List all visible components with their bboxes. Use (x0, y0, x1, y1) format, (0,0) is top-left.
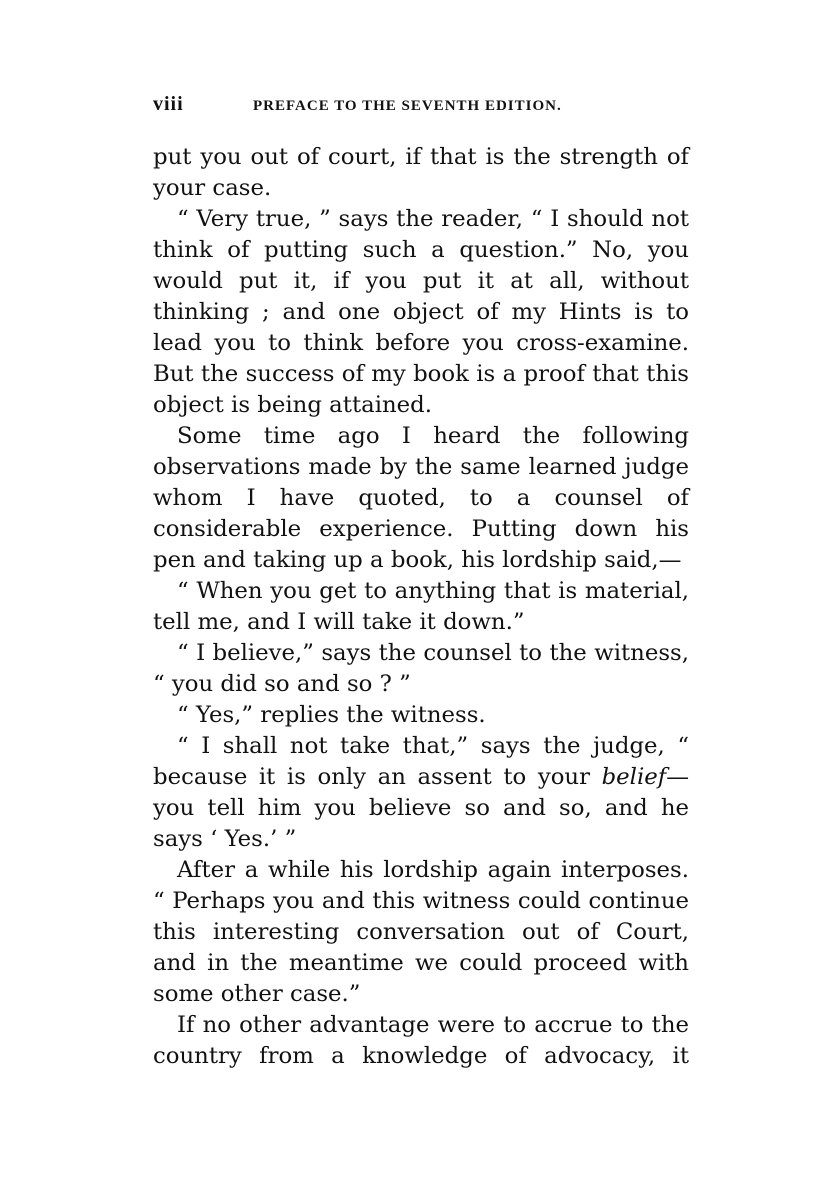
body-text (153, 142, 689, 1072)
paragraph-3: Some time ago I heard the following observations made by the same learned judge whom I have quoted, to a counsel of considerable experience. Putting down his pen and taking up a book, his lordship said,— (153, 423, 689, 573)
page-number: viii (153, 93, 184, 115)
paragraph-8: After a while his lordship again interposes. “ Perhaps you and this witness could continue this interesting conversation out of Court, and in the meantime we could proceed with some other case.” (153, 857, 689, 1007)
paragraph-2: “ Very true, ” says the reader, “ I should not think of putting such a question.” No, you would put it, if you put it at all, without thinking ; and one object of my Hints is to lead you to think before you cross-examine. But the success of my book is a proof that this object is being attained. (153, 206, 689, 418)
running-title: PREFACE TO THE SEVENTH EDITION. (253, 98, 562, 114)
paragraph-1: put you out of court, if that is the strength of your case. (153, 144, 689, 201)
running-head (153, 93, 689, 116)
paragraph-5: “ I believe,” says the counsel to the witness, “ you did so and so ? ” (153, 640, 689, 697)
book-page (153, 93, 689, 1072)
paragraph-9: If no other advantage were to accrue to the country from a knowledge of advocacy, it (153, 1012, 689, 1069)
paragraph-4: “ When you get to anything that is material, tell me, and I will take it down.” (153, 578, 689, 635)
paragraph-7-emphasis: belief (601, 764, 667, 790)
paragraph-7-end: — you tell him you believe so and so, and he says ‘ Yes.’ ” (153, 764, 689, 852)
paragraph-7 (153, 731, 689, 855)
paragraph-7-start: “ I shall not take that,” says the judge, “ because it is only an assent to your (153, 733, 689, 790)
paragraph-6: “ Yes,” replies the witness. (177, 702, 486, 728)
